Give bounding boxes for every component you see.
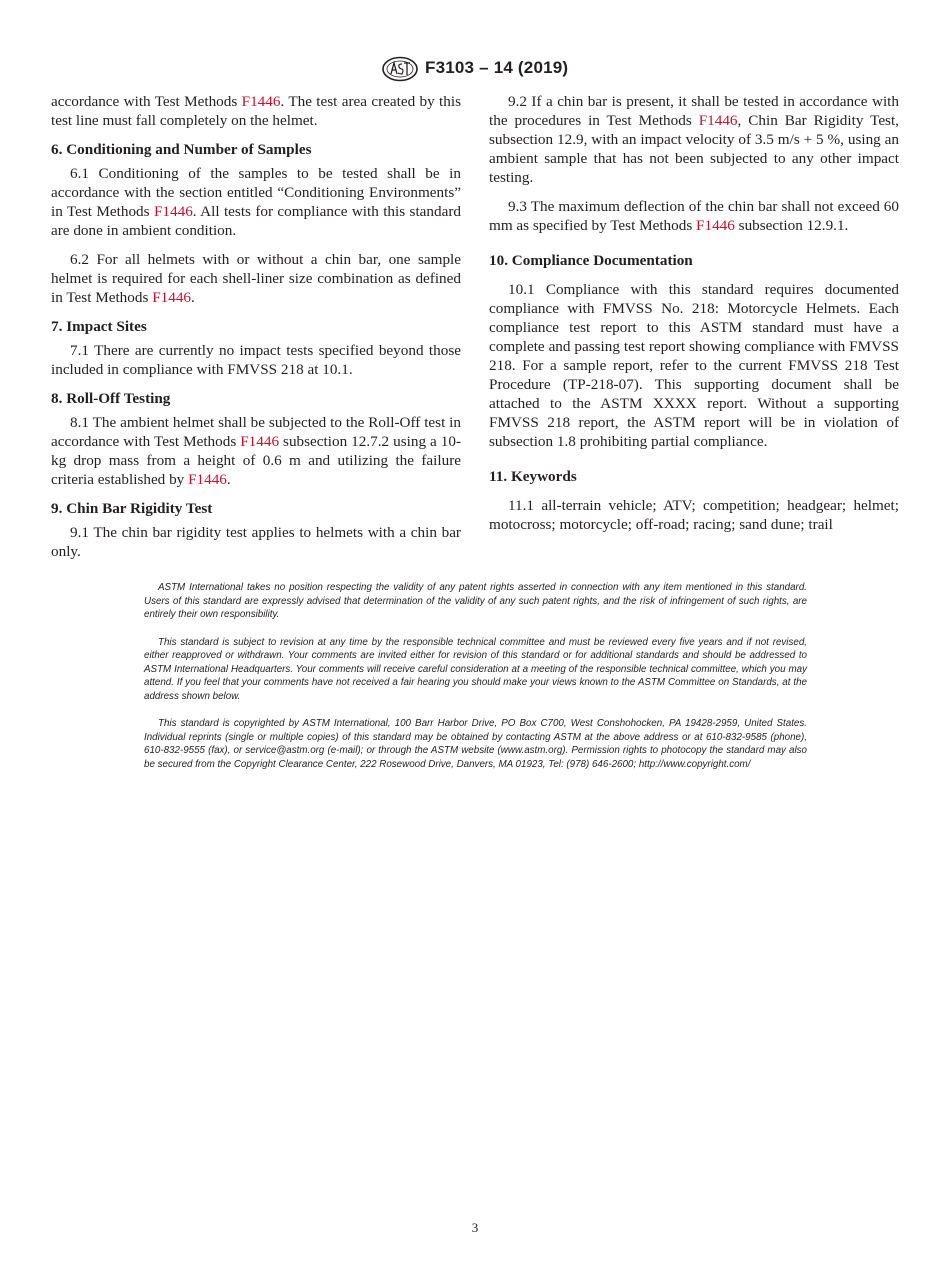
- patent-notice: ASTM International takes no position respecting the validity of any patent rights asserted in connection with any item mentioned in this standard. Users of this standard are expressly advised that determination of the validity of any such patent rights, and the risk of infringement of such rights, are entirely their own responsibility.: [144, 582, 807, 620]
- f1446-link[interactable]: F1446: [153, 203, 193, 220]
- section-10-heading: 10. Compliance Documentation: [489, 252, 693, 269]
- f1446-link[interactable]: F1446: [696, 217, 735, 234]
- f1446-link[interactable]: F1446: [698, 112, 738, 129]
- paragraph-9-1: 9.1 The chin bar rigidity test applies to helmets with a chin bar only.: [51, 524, 461, 560]
- text-run: .: [226, 471, 231, 488]
- astm-logo-icon: [381, 56, 419, 82]
- paragraph-7-1: 7.1 There are currently no impact tests specified beyond those included in compliance with FMVSS 218 at 10.1.: [51, 342, 461, 378]
- text-run: , Chin Bar Rigidity Test, subsection 12.9, with an impact velocity of 3.5 m/s + 5 %, using an ambient sample that has not been subjected to any other impact testing.: [489, 112, 899, 186]
- section-6-heading: 6. Conditioning and Number of Samples: [51, 141, 312, 158]
- paragraph-8-1: [51, 413, 461, 489]
- text-run: subsection 12.9.1.: [734, 217, 849, 234]
- text-run: accordance with Test Methods: [51, 93, 242, 110]
- text-run: subsection 12.7.2 using a 10-kg drop mass from a height of 0.6 m and utilizing the failure criteria established by: [51, 433, 462, 488]
- text-run: 8.1 The ambient helmet shall be subjected to the Roll-Off test in accordance with Test Methods: [51, 414, 461, 450]
- text-run: 9.2 If a chin bar is present, it shall be tested in accordance with the procedures in Test Methods: [489, 93, 899, 129]
- revision-notice: This standard is subject to revision at any time by the responsible technical committee and must be reviewed every five years and if not revised, either reapproved or withdrawn. Your comments are invited either for revision of this standard or for additional standards and should be addressed to ASTM International Headquarters. Your comments will receive careful consideration at a meeting of the responsible technical committee, which you may attend. If you feel that your comments have not received a fair hearing you should make your views known to the ASTM Committee on Standards, at the address shown below.: [144, 636, 807, 702]
- f1446-link[interactable]: F1446: [240, 433, 280, 450]
- text-run: 9.3 The maximum deflection of the chin bar shall not exceed 60 mm as specified by Test Methods: [489, 198, 899, 234]
- paragraph-9-3: [489, 197, 899, 235]
- left-column: [51, 92, 461, 571]
- f1446-link[interactable]: F1446: [188, 471, 227, 488]
- section-7-heading: 7. Impact Sites: [51, 318, 147, 335]
- section-8-heading: 8. Roll-Off Testing: [51, 390, 171, 407]
- page-number: 3: [471, 1220, 479, 1235]
- paragraph-9-2: [489, 92, 899, 187]
- f1446-link[interactable]: F1446: [241, 93, 281, 110]
- text-run: . The test area created by this test line must fall completely on the helmet.: [51, 93, 461, 129]
- paragraph-10-1: 10.1 Compliance with this standard requires documented compliance with FMVSS No. 218: Motorcycle Helmets. Each compliance test report to this ASTM standard must have a complete and passing test report showing compliance with FMVSS 218. For a sample report, refer to the current FMVSS 218 Test Procedure (TP-218-07). This supporting document shall be attached to the ASTM XXXX report. Without a supporting FMVSS 218 report, the ASTM report will be in violation of subsection 1.8 prohibiting partial compliance.: [489, 281, 899, 450]
- paragraph-6-2: [51, 250, 461, 307]
- copyright-notice: This standard is copyrighted by ASTM International, 100 Barr Harbor Drive, PO Box C700, West Conshohocken, PA 19428-2959, United States. Individual reprints (single or multiple copies) of this standard may be obtained by contacting ASTM at the above address or at 610-832-9585 (phone), 610-832-9555 (fax), or service@astm.org (e-mail); or through the ASTM website (www.astm.org). Permission rights to photocopy the standard may also be secured from the Copyright Clearance Center, 222 Rosewood Drive, Danvers, MA 01923, Tel: (978) 646-2600; http://www.copyright.com/: [144, 718, 807, 770]
- f1446-link[interactable]: F1446: [152, 289, 192, 306]
- text-run: . All tests for compliance with this standard are done in ambient condition.: [51, 203, 461, 239]
- paragraph-6-1: [51, 164, 461, 240]
- text-run: 6.1 Conditioning of the samples to be tested shall be in accordance with the section entitled “Conditioning Environments” in Test Methods: [51, 165, 461, 220]
- legal-footnotes: [144, 581, 807, 785]
- paragraph-11-1: 11.1 all-terrain vehicle; ATV; competition; headgear; helmet; motocross; motorcycle; off-road; racing; sand dune; trail: [489, 497, 899, 533]
- text-run: 6.2 For all helmets with or without a chin bar, one sample helmet is required for each shell-liner size combination as defined in Test Methods: [51, 251, 461, 306]
- document-designation: F3103 – 14 (2019): [425, 58, 569, 77]
- intro-paragraph: [51, 92, 461, 130]
- section-11-heading: 11. Keywords: [489, 468, 577, 485]
- right-column: [489, 92, 899, 544]
- page-header: [0, 56, 950, 82]
- section-9-heading: 9. Chin Bar Rigidity Test: [51, 500, 213, 517]
- text-run: .: [191, 289, 195, 306]
